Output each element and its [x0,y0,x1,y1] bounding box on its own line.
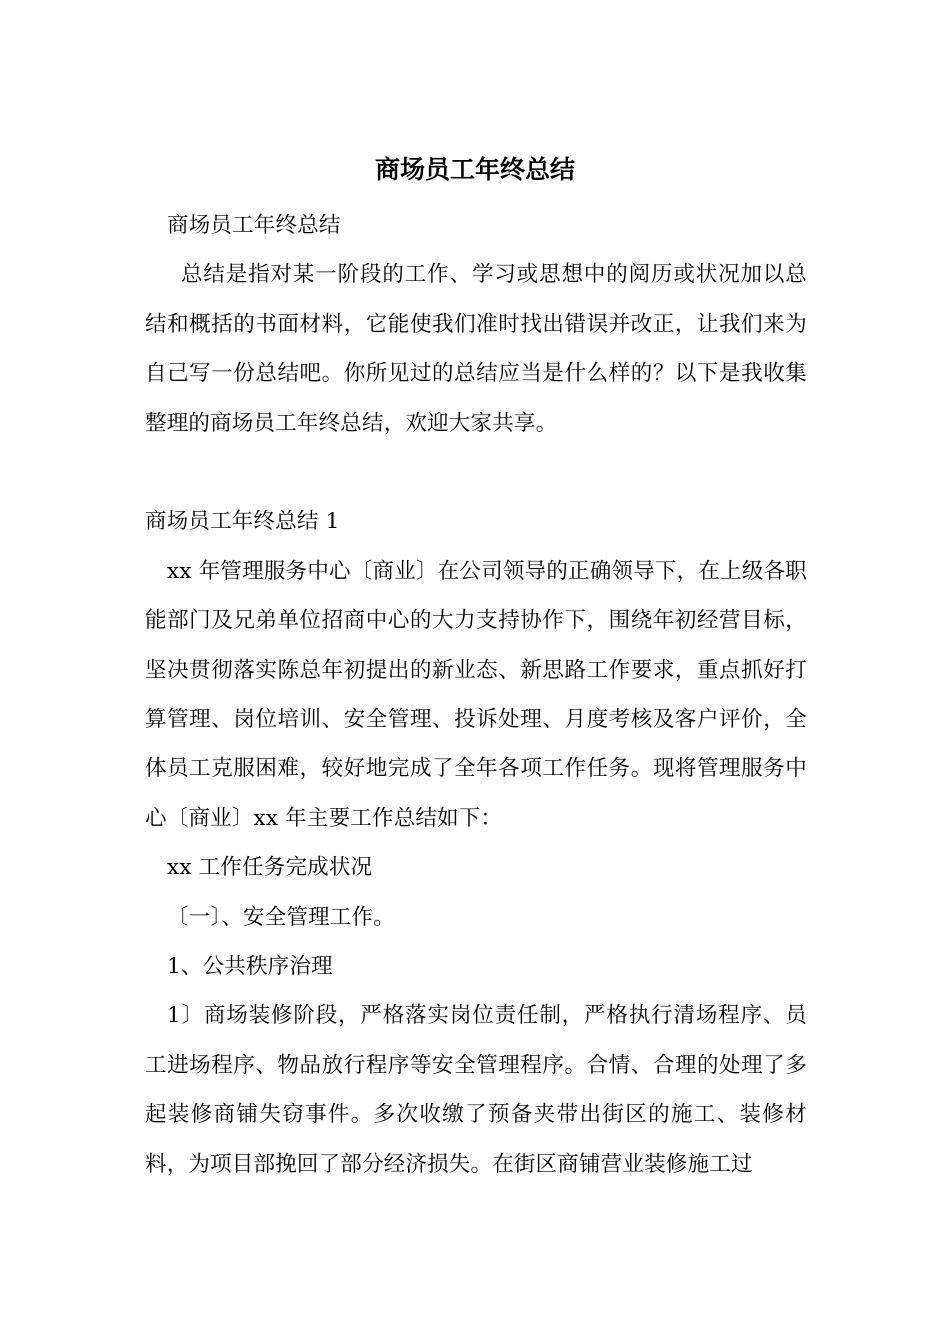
paragraph-subtitle: 商场员工年终总结 [167,213,341,238]
paragraph-safety-heading: 〔一〕、安全管理工作。 [167,904,395,930]
paragraph-spacer [145,448,807,497]
document-body [145,201,807,1189]
paragraph-intro: 总结是指对某一阶段的工作、学习或思想中的阅历或状况加以总结和概括的书面材料，它能使我们准时找出错误并改正，让我们来为自己写一份总结吧。你所见过的总结应当是什么样的？以下是我收集整理的商场员工年终总结，欢迎大家共享。 [145,262,807,436]
paragraph-decoration-stage: 1〕商场装修阶段，严格落实岗位责任制，严格执行清场程序、员工进场程序、物品放行程序等安全管理程序。合情、合理的处理了多起装修商铺失窃事件。多次收缴了预备夹带出街区的施工、装修材料，为项目部挽回了部分经济损失。在街区商铺营业装修施工过 [145,1003,807,1177]
document-title: 商场员工年终总结 [374,155,575,184]
paragraph-summary: xx 年管理服务中心〔商业〕在公司领导的正确领导下，在上级各职能部门及兄弟单位招商中心的大力支持协作下，围绕年初经营目标，坚决贯彻落实陈总年初提出的新业态、新思路工作要求，重点抓好打算管理、岗位培训、安全管理、投诉处理、月度考核及客户评价，全体员工克服困难，较好地完成了全年各项工作任务。现将管理服务中心〔商业〕xx 年主要工作总结如下： [145,558,807,831]
paragraph-section-heading: 商场员工年终总结 1 [145,509,340,535]
paragraph-order-heading: 1、公共秩序治理 [167,954,333,980]
paragraph-task-status: xx 工作任务完成状况 [167,855,373,881]
